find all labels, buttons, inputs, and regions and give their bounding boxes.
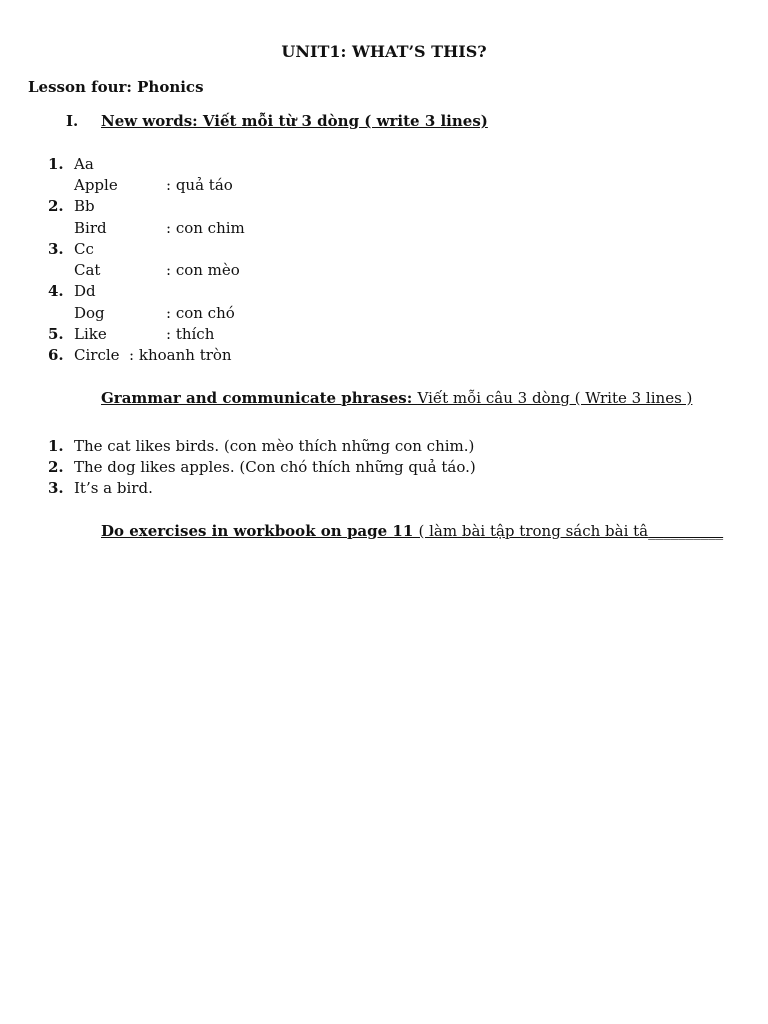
section-roman-numeral: I. [66, 112, 79, 130]
item-number: 6. [48, 346, 64, 364]
item-text: The cat likes birds. (con mèo thích những con chim.) [74, 437, 475, 455]
item-text: Circle : khoanh tròn [74, 346, 232, 364]
grammar-heading [101, 389, 692, 407]
item-meaning: : con chó [166, 304, 235, 322]
item-number: 4. [48, 282, 64, 300]
item-number: 5. [48, 325, 64, 343]
item-word: Cat [74, 261, 101, 279]
item-meaning: : quả táo [166, 176, 233, 194]
item-number: 1. [48, 437, 64, 455]
item-meaning: : thích [166, 325, 215, 343]
item-number: 2. [48, 458, 64, 476]
item-letter: Cc [74, 240, 94, 258]
item-letter: Aa [74, 155, 94, 173]
item-word: Bird [74, 219, 107, 237]
item-number: 3. [48, 240, 64, 258]
page-title: UNIT1: WHAT’S THIS? [281, 42, 487, 61]
item-letter: Bb [74, 197, 95, 215]
exercise-bold: Do exercises in workbook on page 11 [101, 522, 419, 540]
item-number: 3. [48, 479, 64, 497]
item-number: 2. [48, 197, 64, 215]
item-word: Like [74, 325, 107, 343]
item-meaning: : con mèo [166, 261, 240, 279]
item-word: Apple [74, 176, 118, 194]
exercise-viet: ( làm bài tập trong sách bài tâ [418, 522, 649, 540]
grammar-heading-viet: Viết mỗi câu 3 dòng ( Write 3 lines ) [417, 389, 693, 407]
item-number: 1. [48, 155, 64, 173]
exercise-instruction [101, 522, 723, 540]
grammar-heading-bold: Grammar and communicate phrases: [101, 389, 418, 407]
lesson-title: Lesson four: Phonics [28, 78, 204, 96]
item-text: The dog likes apples. (Con chó thích những quả táo.) [74, 458, 476, 476]
item-text: It’s a bird. [74, 479, 153, 497]
section-heading-text: New words: Viết mỗi từ 3 dòng ( write 3 lines) [101, 112, 488, 130]
section-heading-new-words [66, 112, 488, 130]
exercise-blank: __________ [648, 522, 724, 540]
item-letter: Dd [74, 282, 96, 300]
item-meaning: : con chim [166, 219, 245, 237]
item-word: Dog [74, 304, 105, 322]
